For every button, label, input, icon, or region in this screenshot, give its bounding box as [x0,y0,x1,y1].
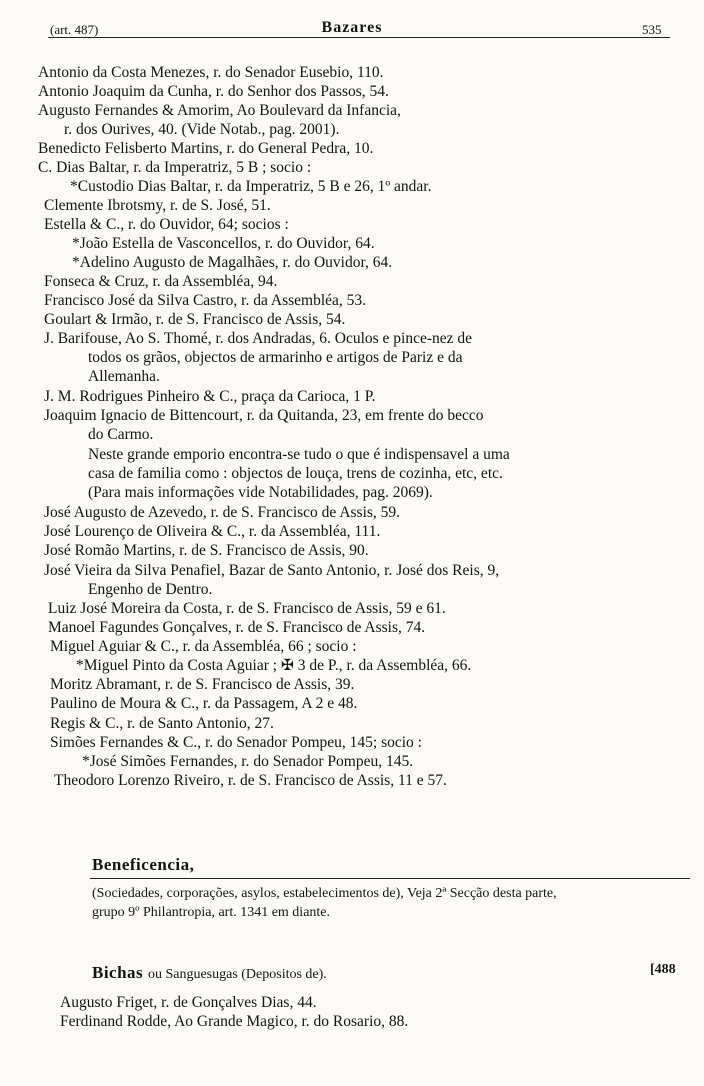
list-item: (Para mais informações vide Notabilidades, pag. 2069). [88,484,433,501]
list-item: Miguel Aguiar & C., r. da Assembléa, 66 ; socio : [50,638,357,655]
list-item: José Vieira da Silva Penafiel, Bazar de Santo Antonio, r. José dos Reis, 9, [44,562,500,579]
list-item: Fonseca & Cruz, r. da Assembléa, 94. [44,273,278,290]
bichas-subtitle: ou Sanguesugas (Depositos de). [147,967,327,982]
list-item: Goulart & Irmão, r. de S. Francisco de Assis, 54. [44,311,346,328]
list-item: *Adelino Augusto de Magalhães, r. do Ouvidor, 64. [72,254,393,271]
beneficencia-note-line1: (Sociedades, corporações, asylos, estabelecimentos de), Veja 2ª Secção desta parte, [92,886,557,901]
list-item: Moritz Abramant, r. de S. Francisco de Assis, 39. [50,676,355,693]
list-item: José Augusto de Azevedo, r. de S. Francisco de Assis, 59. [44,504,401,521]
section-rule [90,878,690,879]
list-item: Simões Fernandes & C., r. do Senador Pompeu, 145; socio : [50,734,422,751]
section-title-bichas [92,963,327,983]
list-item: Paulino de Moura & C., r. da Passagem, A 2 e 48. [50,695,358,712]
list-item: Joaquim Ignacio de Bittencourt, r. da Quitanda, 23, em frente do becco [44,407,484,424]
list-item: J. M. Rodrigues Pinheiro & C., praça da Carioca, 1 P. [44,388,376,405]
page-title: Bazares [321,19,383,36]
header-rule [48,37,670,38]
article-ref: (art. 487) [50,22,99,37]
list-item: Estella & C., r. do Ouvidor, 64; socios : [44,216,289,233]
page-number: 535 [642,22,662,37]
list-item: Regis & C., r. de Santo Antonio, 27. [50,715,274,732]
list-item: Engenho de Dentro. [88,581,213,598]
list-item: casa de familia como : objectos de louça, trens de cozinha, etc, etc. [88,465,503,482]
section-title-beneficencia: Beneficencia, [92,855,195,874]
list-item: *José Simões Fernandes, r. do Senador Pompeu, 145. [82,753,414,770]
list-item: Allemanha. [88,368,160,385]
list-item: Clemente Ibrotsmy, r. de S. José, 51. [44,197,271,214]
list-item: Antonio Joaquim da Cunha, r. do Senhor dos Passos, 54. [38,83,389,100]
cross-reference: [488 [650,962,676,977]
list-item: Theodoro Lorenzo Riveiro, r. de S. Francisco de Assis, 11 e 57. [54,772,447,789]
list-item: *Custodio Dias Baltar, r. da Imperatriz, 5 B e 26, 1º andar. [70,178,432,195]
list-item: Augusto Fernandes & Amorim, Ao Boulevard da Infancia, [38,102,401,119]
list-item: Augusto Friget, r. de Gonçalves Dias, 44. [60,994,317,1011]
list-item: Neste grande emporio encontra-se tudo o que é indispensavel a uma [88,446,510,463]
list-item: todos os grãos, objectos de armarinho e artigos de Pariz e da [88,349,463,366]
list-item: Ferdinand Rodde, Ao Grande Magico, r. do Rosario, 88. [60,1013,409,1030]
beneficencia-note-line2: grupo 9º Philantropia, art. 1341 em diante. [92,905,331,920]
list-item: do Carmo. [88,426,154,443]
list-item: José Lourenço de Oliveira & C., r. da Assembléa, 111. [44,523,381,540]
list-item: J. Barifouse, Ao S. Thomé, r. dos Andradas, 6. Oculos e pince-nez de [44,330,473,347]
list-item: Antonio da Costa Menezes, r. do Senador Eusebio, 110. [38,64,384,81]
list-item: C. Dias Baltar, r. da Imperatriz, 5 B ; socio : [38,159,312,176]
list-item: Francisco José da Silva Castro, r. da Assembléa, 53. [44,292,367,309]
list-item: *João Estella de Vasconcellos, r. do Ouvidor, 64. [72,235,375,252]
list-item: r. dos Ourives, 40. (Vide Notab., pag. 2001). [64,121,340,138]
list-item: *Miguel Pinto da Costa Aguiar ; ✠ 3 de P., r. da Assembléa, 66. [76,657,472,674]
list-item: Benedicto Felisberto Martins, r. do General Pedra, 10. [38,140,374,157]
list-item: José Romão Martins, r. de S. Francisco de Assis, 90. [44,542,369,559]
list-item: Luiz José Moreira da Costa, r. de S. Francisco de Assis, 59 e 61. [48,600,446,617]
page-header [0,18,704,42]
bichas-title: Bichas [92,963,144,982]
list-item: Manoel Fagundes Gonçalves, r. de S. Francisco de Assis, 74. [48,619,426,636]
